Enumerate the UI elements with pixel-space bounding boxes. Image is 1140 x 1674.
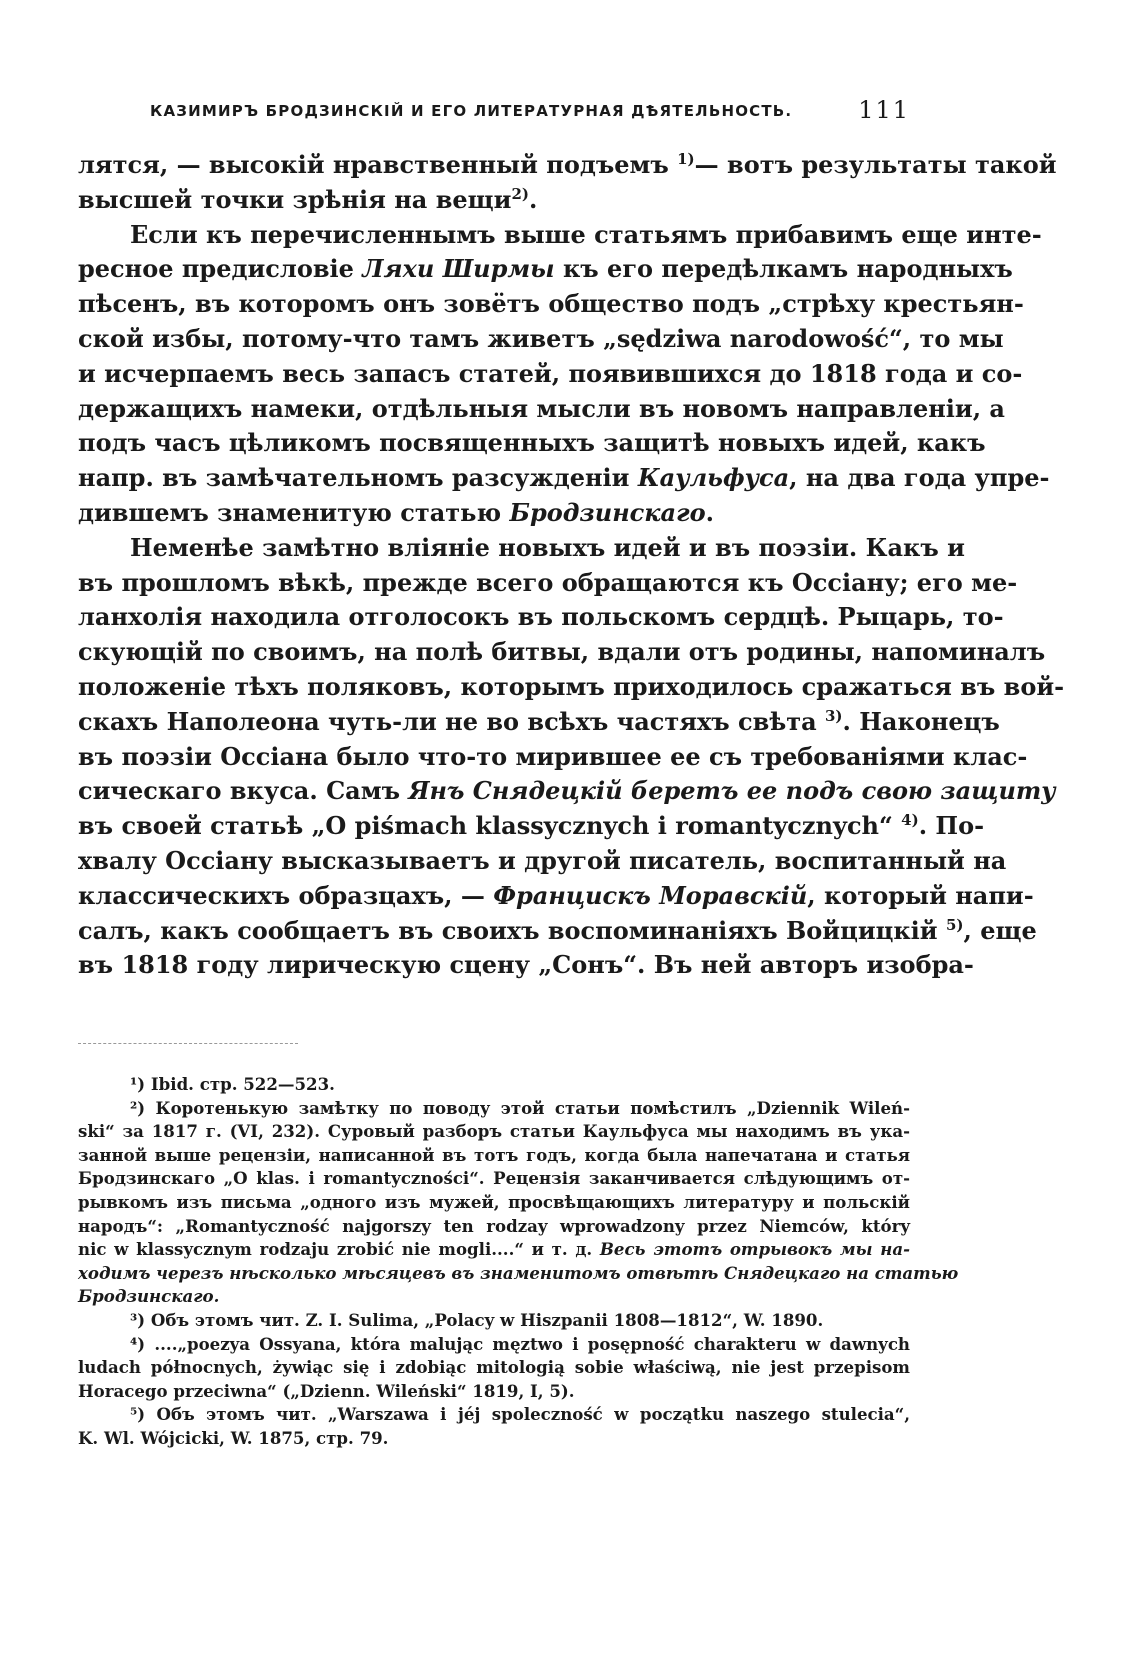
text-line bbox=[78, 600, 1004, 635]
text-run: высшей точки зрѣнія на вещи bbox=[78, 184, 512, 214]
text-run: подъ часъ цѣликомъ посвященныхъ защитѣ новыхъ идей, какъ bbox=[78, 428, 986, 458]
text-run: въ прошломъ вѣкѣ, прежде всего обращаются къ Оссіану; его ме- bbox=[78, 567, 1018, 597]
text-run: ³) Объ этомъ чит. Z. I. Sulima, „Polacy w Hiszpanii 1808—1812“, W. 1890. bbox=[130, 1309, 824, 1330]
footnote-ref: 1) bbox=[677, 150, 695, 168]
text-run: ²) Коротенькую замѣтку по поводу этой статьи помѣстилъ „Dziennik Wileń- bbox=[130, 1097, 910, 1118]
text-line bbox=[78, 461, 1050, 496]
text-run: Если къ перечисленнымъ выше статьямъ прибавимъ еще инте- bbox=[130, 219, 1042, 249]
footnote-line bbox=[78, 1356, 910, 1380]
text-run: ¹) Ibid. стр. 522—523. bbox=[130, 1074, 335, 1094]
text-line bbox=[78, 740, 1028, 775]
text-run: народъ“: „Romantyczność najgorszy ten rodzay wprowadzony przez Niemców, który bbox=[78, 1215, 910, 1236]
text-line bbox=[78, 670, 1065, 705]
text-line bbox=[78, 914, 1037, 949]
text-run: , который напи- bbox=[807, 880, 1034, 910]
main-text bbox=[78, 148, 1065, 983]
text-line bbox=[78, 287, 1024, 322]
text-line bbox=[78, 844, 1007, 879]
text-run: сическаго вкуса. Самъ bbox=[78, 776, 409, 806]
footnote-line bbox=[78, 1285, 910, 1309]
footnote-line bbox=[78, 1262, 959, 1286]
text-run: . Наконецъ bbox=[842, 706, 1000, 736]
text-run: и исчерпаемъ весь запасъ статей, появившихся до 1818 года и со- bbox=[78, 358, 1023, 388]
text-run: салъ, какъ сообщаетъ въ своихъ воспоминаніяхъ Войцицкій bbox=[78, 915, 946, 945]
footnote-ref: 5) bbox=[945, 915, 964, 934]
italic-run: Францискъ Моравскій bbox=[493, 880, 808, 910]
text-run: , еще bbox=[963, 915, 1037, 945]
footnote-ref: 3) bbox=[825, 706, 843, 725]
footnote-line bbox=[78, 1309, 910, 1333]
text-run: скующій по своимъ, на полѣ битвы, вдали отъ родины, напоминалъ bbox=[78, 637, 1046, 667]
text-line bbox=[78, 566, 1018, 601]
text-line bbox=[78, 774, 1056, 809]
text-run: , на два года упре- bbox=[789, 463, 1050, 493]
text-run: дившемъ знаменитую статью bbox=[78, 497, 510, 527]
text-run: въ 1818 году лирическую сцену „Сонъ“. Въ ней авторъ изобра- bbox=[78, 950, 974, 980]
text-run: — вотъ результаты такой bbox=[694, 150, 1057, 179]
text-line bbox=[78, 635, 1046, 670]
italic-run: Янъ Снядецкій беретъ ее подъ свою защиту bbox=[408, 776, 1056, 806]
text-run: Неменѣе замѣтно вліяніе новыхъ идей и въ поэзіи. Какъ и bbox=[130, 532, 965, 562]
italic-run: Бродзинскаго. bbox=[78, 1286, 220, 1307]
text-run: ⁵) Объ этомъ чит. „Warszawa i jéj spoleczność w początku naszego stulecia“, bbox=[130, 1404, 910, 1425]
text-run: ludach północnych, żywiąc się i zdobiąc mitologią sobie właściwą, nie jest przepisom bbox=[78, 1357, 910, 1378]
footnote-line bbox=[78, 1215, 910, 1239]
text-line bbox=[78, 531, 965, 566]
footnote-line bbox=[78, 1427, 910, 1451]
footnote-line bbox=[78, 1191, 910, 1215]
footnote-ref: 4) bbox=[901, 811, 919, 830]
italic-run: Каульфуса bbox=[637, 463, 790, 493]
footnote-ref: 2) bbox=[511, 184, 529, 203]
text-run: пѣсенъ, въ которомъ онъ зовётъ общество подъ „стрѣху крестьян- bbox=[78, 289, 1024, 319]
footnote-line bbox=[78, 1120, 910, 1144]
text-line bbox=[78, 948, 974, 983]
text-run: K. Wl. Wójcicki, W. 1875, стр. 79. bbox=[78, 1427, 389, 1448]
text-run: къ его передѣлкамъ народныхъ bbox=[554, 254, 1013, 284]
text-run: ski“ за 1817 г. (VI, 232). Суровый разборъ статьи Каульфуса мы находимъ въ ука- bbox=[78, 1121, 910, 1142]
text-run: напр. въ замѣчательномъ разсужденіи bbox=[78, 463, 638, 493]
footnote-line bbox=[78, 1238, 910, 1262]
running-head bbox=[150, 96, 910, 130]
text-line bbox=[78, 705, 1000, 740]
text-line bbox=[78, 148, 1057, 183]
text-line bbox=[78, 218, 1042, 253]
text-run: . bbox=[705, 497, 714, 527]
text-run: занной выше рецензіи, написанной въ тотъ годъ, когда была напечатана и статья bbox=[78, 1144, 910, 1165]
italic-run: Весь этотъ отрывокъ мы на- bbox=[599, 1239, 910, 1260]
footnote-line bbox=[78, 1403, 910, 1427]
text-run: ской избы, потому-что тамъ живетъ „sędziwa narodowość“, то мы bbox=[78, 323, 1004, 353]
text-run: . bbox=[528, 184, 538, 214]
text-line bbox=[78, 879, 1034, 914]
text-line bbox=[78, 426, 986, 461]
footnotes bbox=[78, 1073, 959, 1451]
text-run: . По- bbox=[918, 811, 985, 841]
footnote-line bbox=[78, 1073, 910, 1097]
text-run: ланхолія находила отголосокъ въ польскомъ сердцѣ. Рыцарь, то- bbox=[78, 602, 1004, 632]
text-line bbox=[78, 392, 1005, 427]
footnote-line bbox=[78, 1333, 910, 1357]
text-run: лятся, — высокій нравственный подъемъ bbox=[78, 150, 678, 179]
text-run: рывкомъ изъ письма „одного изъ мужей, просвѣщающихъ литературу и польскій bbox=[78, 1191, 910, 1212]
text-run: скахъ Наполеона чуть-ли не во всѣхъ частяхъ свѣта bbox=[78, 706, 825, 736]
footnote-line bbox=[78, 1167, 910, 1191]
text-line bbox=[78, 496, 910, 531]
running-head-title: КАЗИМИРЪ БРОДЗИНСКІЙ И ЕГО ЛИТЕРАТУРНАЯ ДѢЯТЕЛЬНОСТЬ. bbox=[150, 102, 793, 120]
text-run: Horacego przeciwna“ („Dzienn. Wileński“ 1819, I, 5). bbox=[78, 1380, 575, 1401]
text-run: держащихъ намеки, отдѣльныя мысли въ новомъ направленіи, а bbox=[78, 393, 1005, 423]
text-line bbox=[78, 809, 985, 844]
text-line bbox=[78, 252, 1013, 287]
text-run: въ своей статьѣ „O piśmach klassycznych i romantycznych“ bbox=[78, 811, 902, 841]
text-run: хвалу Оссіану высказываетъ и другой писатель, воспитанный на bbox=[78, 845, 1007, 875]
footnote-line bbox=[78, 1144, 910, 1168]
footnote-separator bbox=[78, 1043, 298, 1044]
text-run: ресное предисловіе bbox=[78, 254, 363, 284]
page-number: 111 bbox=[858, 96, 910, 124]
text-line bbox=[78, 322, 1004, 357]
text-run: положеніе тѣхъ поляковъ, которымъ приходилось сражаться въ вой- bbox=[78, 671, 1065, 701]
text-run: Бродзинскаго „O klas. i romantyczności“. Рецензія заканчивается слѣдующимъ от- bbox=[78, 1168, 910, 1189]
text-line bbox=[78, 183, 910, 218]
text-run: въ поэзіи Оссіана было что-то мирившее ее съ требованіями клас- bbox=[78, 741, 1028, 771]
footnote-line bbox=[78, 1380, 910, 1404]
italic-run: Ляхи Ширмы bbox=[362, 254, 555, 284]
footnote-line bbox=[78, 1097, 910, 1121]
text-run: классическихъ образцахъ, — bbox=[78, 880, 494, 910]
text-line bbox=[78, 357, 1023, 392]
text-run: ⁴) ....„poezya Ossyana, która malując męztwo i posępność charakteru w dawnych bbox=[130, 1333, 910, 1354]
italic-run: Бродзинскаго bbox=[509, 497, 706, 527]
italic-run: ходимъ черезъ нѣсколько мѣсяцевъ въ знаменитомъ отвѣтѣ Снядецкаго на статью bbox=[78, 1262, 959, 1283]
text-run: nic w klassycznym rodzaju zrobić nie mogli....“ и т. д. bbox=[78, 1239, 600, 1260]
